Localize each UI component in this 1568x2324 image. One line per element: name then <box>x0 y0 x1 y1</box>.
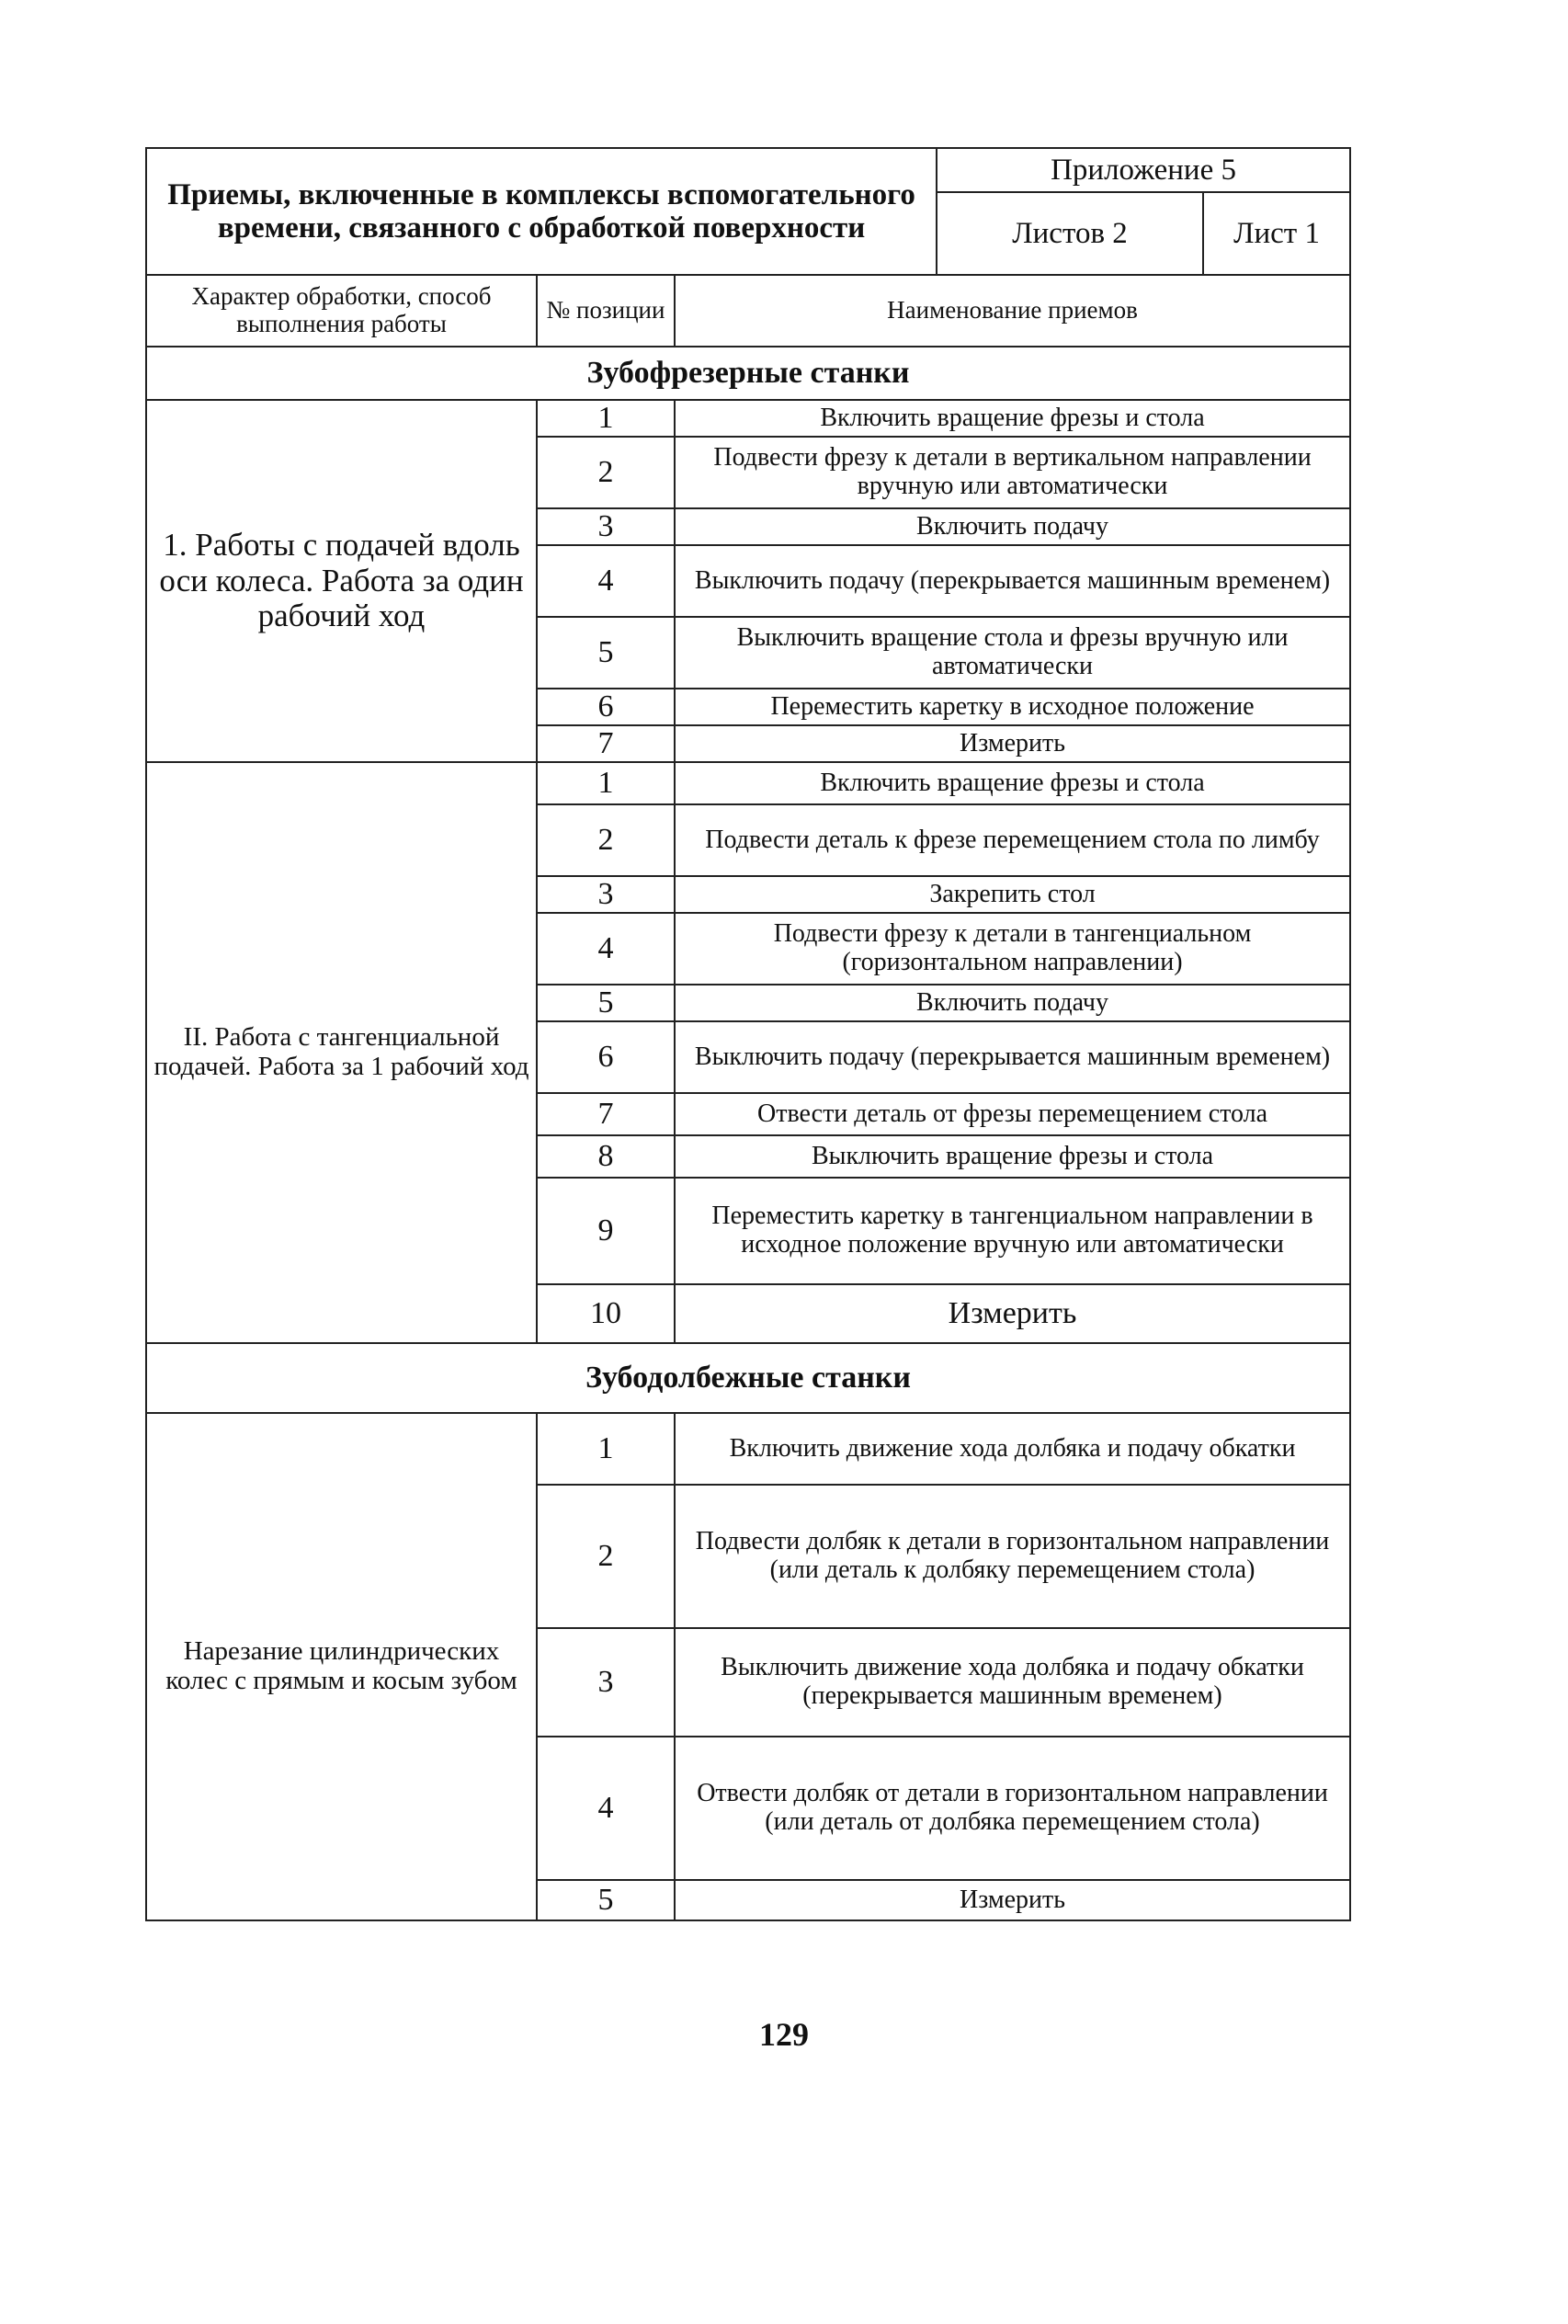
position-number: 1 <box>537 400 675 437</box>
operation-name: Подвести фрезу к детали в вертикальном направлении вручную или автоматически <box>675 437 1350 508</box>
section-title: Зубодолбежные станки <box>146 1343 1350 1413</box>
operation-name: Измерить <box>675 725 1350 762</box>
position-number: 7 <box>537 1093 675 1135</box>
position-number: 3 <box>537 1628 675 1737</box>
operation-name: Выключить вращение фрезы и стола <box>675 1135 1350 1178</box>
operation-name: Включить вращение фрезы и стола <box>675 762 1350 804</box>
operation-name: Измерить <box>675 1284 1350 1343</box>
operation-name: Отвести долбяк от детали в горизонтальном направлении (или деталь от долбяка перемещением стола) <box>675 1737 1350 1880</box>
position-number: 5 <box>537 617 675 689</box>
operation-name: Подвести долбяк к детали в горизонтальном направлении (или деталь к долбяку перемещением стола) <box>675 1485 1350 1628</box>
operation-name: Измерить <box>675 1880 1350 1920</box>
operation-name: Выключить подачу (перекрывается машинным временем) <box>675 1021 1350 1093</box>
page-number: 129 <box>759 2016 809 2053</box>
operation-name: Включить движение хода долбяка и подачу обкатки <box>675 1413 1350 1485</box>
table-title: Приемы, включенные в комплексы вспомогательного времени, связанного с обработкой поверхности <box>146 148 937 275</box>
position-number: 1 <box>537 762 675 804</box>
position-number: 5 <box>537 985 675 1021</box>
operation-name: Подвести деталь к фрезе перемещением стола по лимбу <box>675 804 1350 876</box>
position-number: 3 <box>537 876 675 913</box>
operation-name: Выключить движение хода долбяка и подачу обкатки (перекрывается машинным временем) <box>675 1628 1350 1737</box>
operation-name: Включить подачу <box>675 508 1350 545</box>
sheet-number: Лист 1 <box>1203 192 1350 275</box>
group-label: 1. Работы с подачей вдоль оси колеса. Работа за один рабочий ход <box>146 400 537 762</box>
group-label: Нарезание цилиндрических колес с прямым и косым зубом <box>146 1413 537 1920</box>
position-number: 1 <box>537 1413 675 1485</box>
operations-table <box>145 147 1351 1921</box>
operation-name: Включить вращение фрезы и стола <box>675 400 1350 437</box>
sheets-total: Листов 2 <box>937 192 1203 275</box>
column-header-name: Наименование приемов <box>675 275 1350 347</box>
position-number: 4 <box>537 1737 675 1880</box>
operation-name: Выключить вращение стола и фрезы вручную или автоматически <box>675 617 1350 689</box>
position-number: 8 <box>537 1135 675 1178</box>
operation-name: Отвести деталь от фрезы перемещением стола <box>675 1093 1350 1135</box>
operation-name: Переместить каретку в тангенциальном направлении в исходное положение вручную или автоматически <box>675 1178 1350 1284</box>
operation-name: Подвести фрезу к детали в тангенциальном (горизонтальном направлении) <box>675 913 1350 985</box>
position-number: 4 <box>537 913 675 985</box>
column-header-method: Характер обработки, способ выполнения работы <box>146 275 537 347</box>
operation-name: Включить подачу <box>675 985 1350 1021</box>
section-title: Зубофрезерные станки <box>146 347 1350 400</box>
group-label: II. Работа с тангенциальной подачей. Работа за 1 рабочий ход <box>146 762 537 1343</box>
position-number: 2 <box>537 804 675 876</box>
appendix-label: Приложение 5 <box>937 148 1350 192</box>
position-number: 5 <box>537 1880 675 1920</box>
position-number: 7 <box>537 725 675 762</box>
operation-name: Закрепить стол <box>675 876 1350 913</box>
position-number: 9 <box>537 1178 675 1284</box>
position-number: 10 <box>537 1284 675 1343</box>
operation-name: Переместить каретку в исходное положение <box>675 689 1350 725</box>
position-number: 2 <box>537 1485 675 1628</box>
position-number: 6 <box>537 689 675 725</box>
position-number: 2 <box>537 437 675 508</box>
position-number: 4 <box>537 545 675 617</box>
operation-name: Выключить подачу (перекрывается машинным временем) <box>675 545 1350 617</box>
position-number: 6 <box>537 1021 675 1093</box>
column-header-position: № позиции <box>537 275 675 347</box>
position-number: 3 <box>537 508 675 545</box>
